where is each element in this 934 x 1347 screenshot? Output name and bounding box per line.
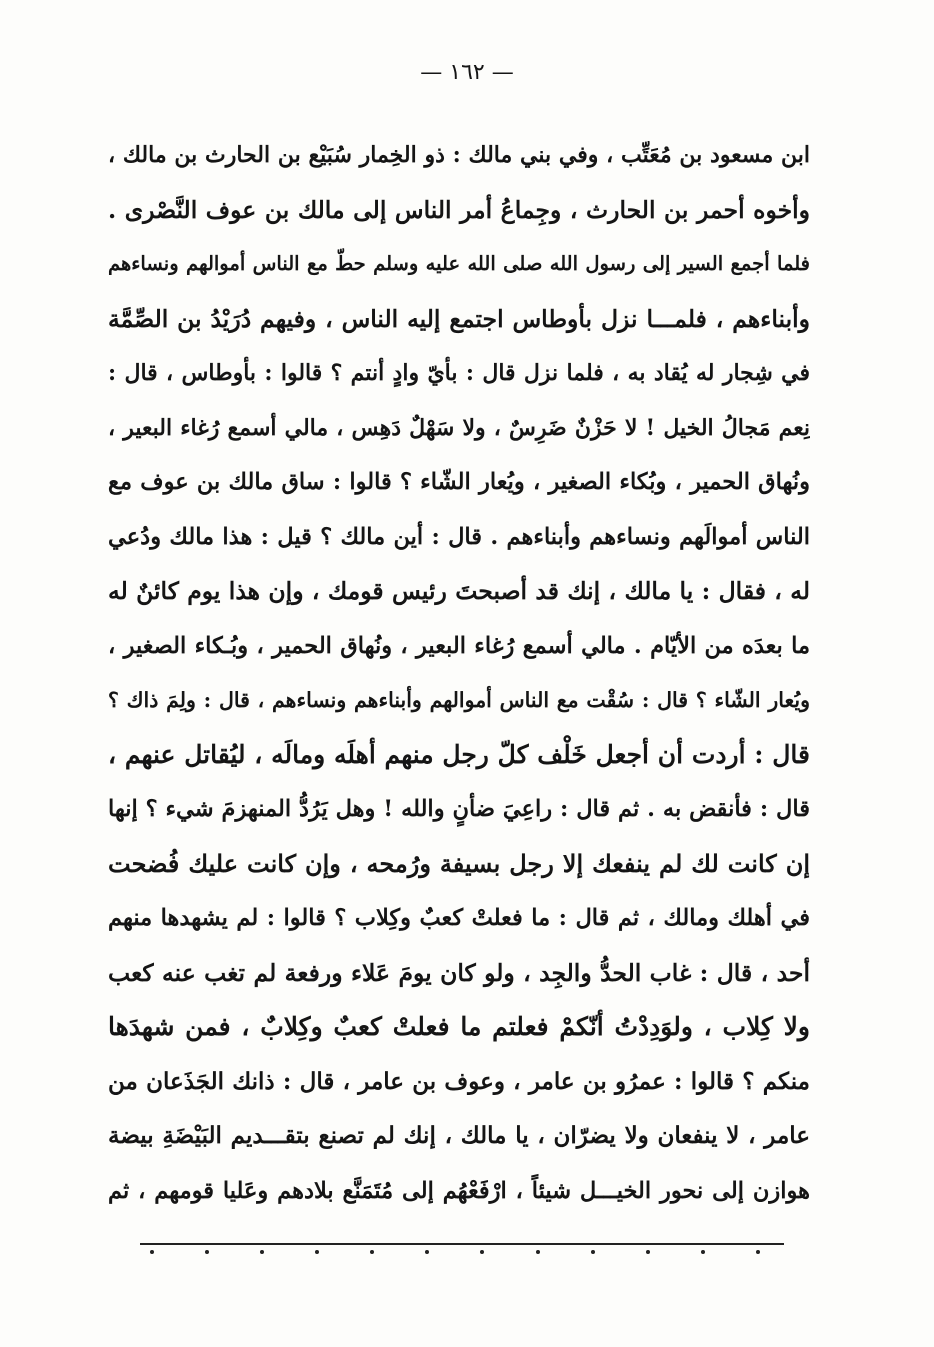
dot-mark xyxy=(701,1250,705,1254)
text-line: ما بعدَه من الأيّام . مالي أسمع رُغاء البعير ، ونُهاق الحمير ، وبُـكاء الصغير ، xyxy=(108,632,810,659)
text-line: ونُهاق الحمير ، وبُكاء الصغير ، ويُعار الشّاء ؟ قالوا : ساق مالك بن عوف مع xyxy=(108,469,810,495)
text-line: وأخوه أحمر بن الحارث ، وجِماعُ أمر الناس إلى مالك بن عوف النَّصْرى . xyxy=(108,195,810,224)
text-line: ولا كِلاب ، ولوَدِدْتُ أنّكمْ فعلتم ما فعلتْ كعبٌ وكِلابٌ ، فمن شهدَها xyxy=(108,1012,810,1041)
page-number: — ١٦٢ — xyxy=(420,60,514,85)
text-line: نِعم مَجالُ الخيل ! لا حَزْنٌ ضَرِسٌ ، ولا سَهْلٌ دَهِس ، مالي أسمع رُغاء البعير ، xyxy=(108,414,810,441)
dot-mark xyxy=(260,1250,264,1254)
footnote-dot-row xyxy=(150,1250,760,1254)
dot-mark xyxy=(425,1250,429,1254)
text-line: منكم ؟ قالوا : عمرُو بن عامر ، وعوف بن عامر ، قال : ذانك الجَذَعان من xyxy=(108,1067,810,1095)
text-line: عامر ، لا ينفعان ولا يضرّان ، يا مالك ، إنك لم تصنع بتقـــديم البَيْضَةِ بيضة xyxy=(108,1122,810,1149)
dot-mark xyxy=(591,1250,595,1254)
text-line: قال : فأنقض به . ثم قال : راعِيَ ضأنٍ والله ! وهل يَرُدُّ المنهزمَ شيء ؟ إنها xyxy=(108,796,810,822)
body-text xyxy=(108,128,810,1218)
text-line: ابن مسعود بن مُعَتِّب ، وفي بني مالك : ذو الخِمار سُبَيْع بن الحارث بن مالك ، xyxy=(108,142,810,168)
text-line: قال : أردت أن أجعل خَلْف كلّ رجل منهم أهلَه ومالَه ، ليُقاتل عنهم ، xyxy=(108,739,810,769)
text-line: أحد ، قال : غاب الحدُّ والجِد ، ولو كان يومَ عَلاء ورفعة لم تغب عنه كعب xyxy=(108,958,810,987)
text-line: في أهلك ومالك ، ثم قال : ما فعلتْ كعبٌ وكِلاب ؟ قالوا : لم يشهدها منهم xyxy=(108,905,810,931)
text-line: إن كانت لك لم ينفعك إلا رجل بسيفة ورُمحه ، وإن كانت عليك فُضحت xyxy=(108,848,810,878)
footnote-rule xyxy=(140,1243,784,1245)
dot-mark xyxy=(480,1250,484,1254)
dot-mark xyxy=(150,1250,154,1254)
dot-mark xyxy=(315,1250,319,1254)
text-line: هوازن إلى نحور الخيـــل شيئاً ، ارْفَعْهُم إلى مُتَمَنَّع بلادهم وعَليا قومهم ، ثم xyxy=(108,1177,810,1204)
text-line: له ، فقال : يا مالك ، إنك قد أصبحتَ رئيس قومك ، وإن هذا يوم كائنٌ له xyxy=(108,577,810,605)
text-line: فلما أجمع السير إلى رسول الله صلى الله عليه وسلم حطّ مع الناس أموالهم ونساءهم xyxy=(108,252,810,275)
text-line: في شِجار له يُقاد به ، فلما نزل قال : بأيّ وادٍ أنتم ؟ قالوا : بأوطاس ، قال : xyxy=(108,360,810,386)
dot-mark xyxy=(536,1250,540,1254)
text-line: وأبناءهم ، فلمـــا نزل بأوطاس اجتمع إليه الناس ، وفيهم دُرَيْدُ بن الصِّمَّة xyxy=(108,304,810,333)
text-line: الناس أموالَهم ونساءهم وأبناءهم . قال : أين مالك ؟ قيل : هذا مالك ودُعي xyxy=(108,523,810,550)
text-line: ويُعار الشّاء ؟ قال : سُقْت مع الناس أموالهم وأبناءهم ونساءهم ، قال : ولِمَ ذاك ؟ xyxy=(108,688,810,712)
dot-mark xyxy=(646,1250,650,1254)
dot-mark xyxy=(756,1250,760,1254)
dot-mark xyxy=(370,1250,374,1254)
dot-mark xyxy=(205,1250,209,1254)
